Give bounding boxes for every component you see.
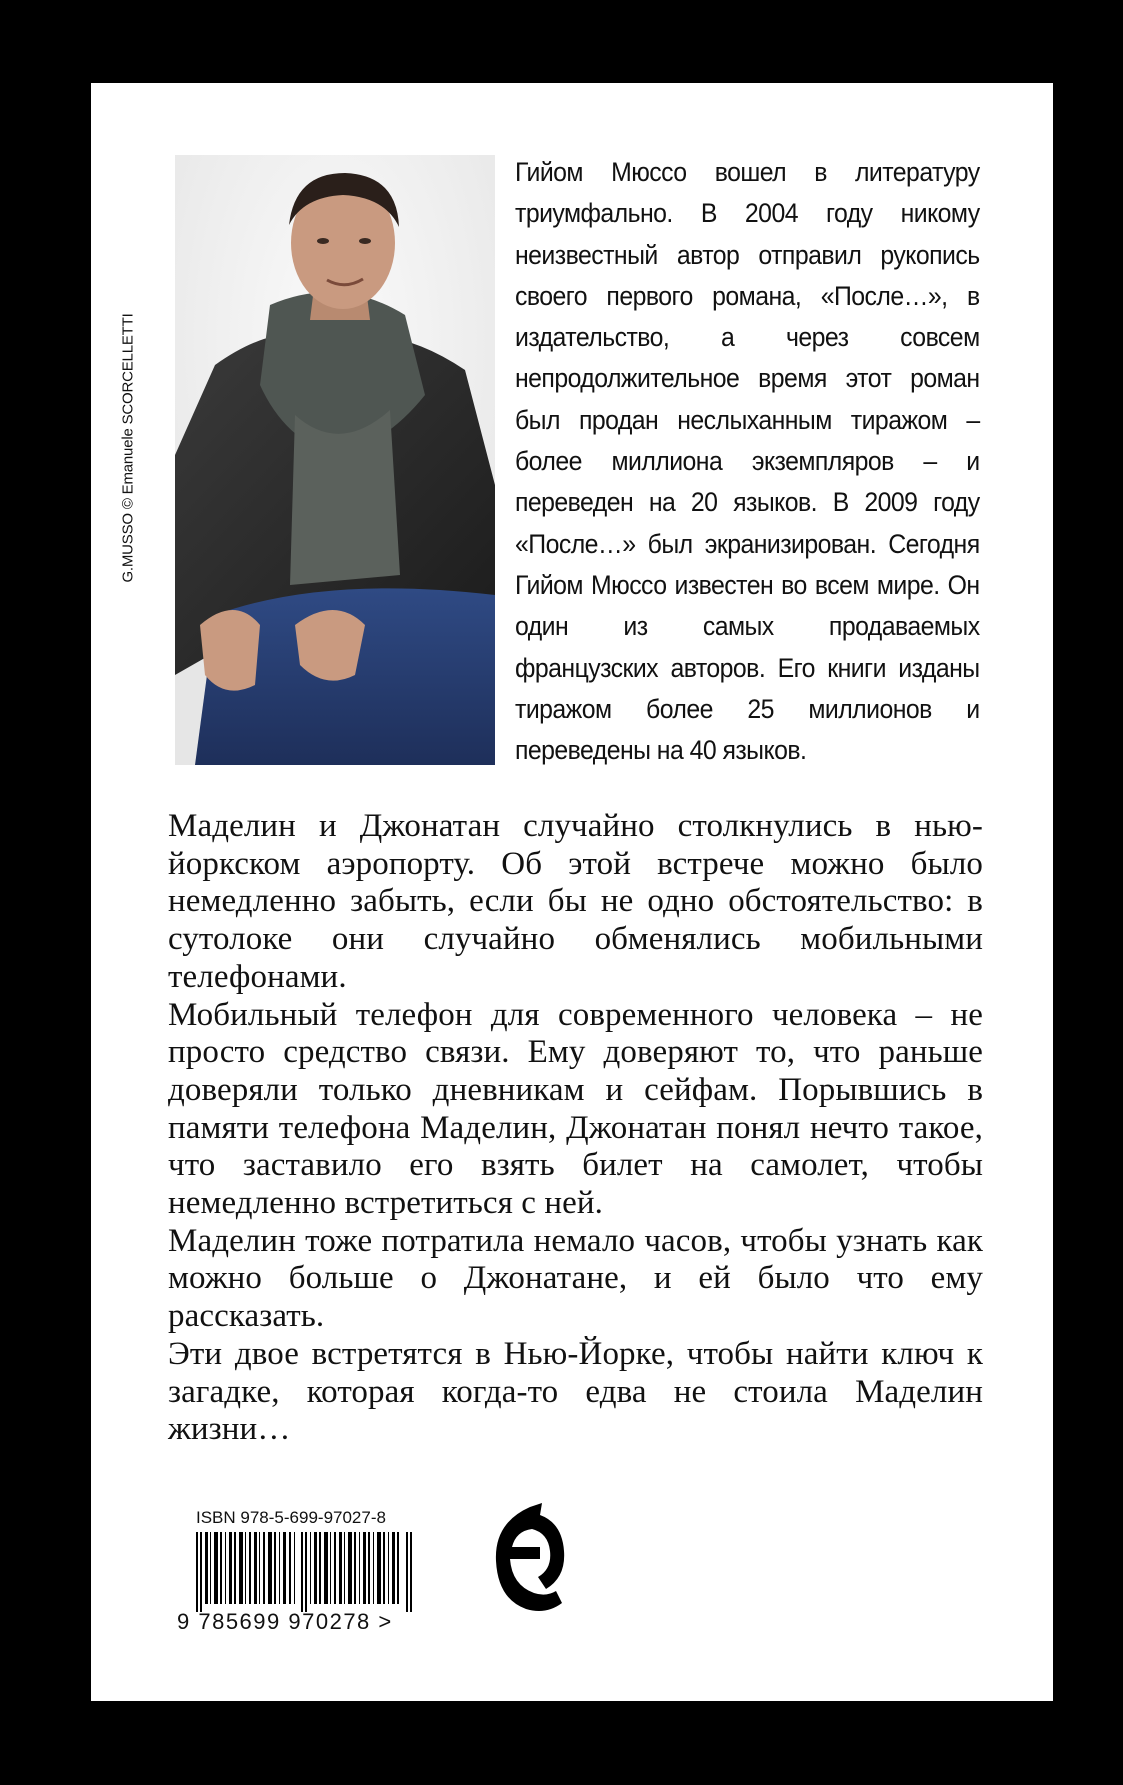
blurb-paragraph: Мобильный телефон для современного человека – не просто средство связи. Ему доверяют то, что раньше доверяли только дневникам и сейфам. Порывшись в памяти телефона Маделин, Джонатан понял нечто такое, что заставило его взять билет на самолет, чтобы немедленно встретиться с ней. [168, 996, 983, 1222]
author-bio: Гийом Мюссо вошел в литературу триумфально. В 2004 году никому неизвестный автор отправил рукопись своего первого романа, «После…», в издательство, а через совсем непродолжительное время этот роман был продан неслыханным тиражом – более миллиона экземпляров – и переведен на 20 языков. В 2009 году «После…» был экранизирован. Сегодня Гийом Мюссо известен во всем мире. Он один из самых продаваемых французских авторов. Его книги изданы тиражом более 25 миллионов и переведены на 40 языков. [515, 157, 980, 766]
book-blurb [168, 808, 983, 1449]
author-photo [175, 155, 495, 765]
isbn-label: ISBN 978-5-699-97027-8 [196, 1508, 386, 1527]
publisher-logo-icon [494, 1503, 566, 1621]
blurb-paragraph: Маделин и Джонатан случайно столкнулись в нью-йоркском аэропорту. Об этой встрече можно было немедленно забыть, если бы не одно обстоятельство: в сутолоке они случайно обменялись мобильными телефонами. [168, 808, 983, 995]
barcode-digits: 9 785699 970278 > [177, 1609, 393, 1634]
blurb-paragraph: Эти двое встретятся в Нью-Йорке, чтобы найти ключ к загадке, которая когда-то едва не стоила Маделин жизни… [168, 1335, 983, 1448]
photo-credit: G.MUSSO © Emanuele SCORCELLETTI [119, 313, 137, 583]
barcode-icon [196, 1532, 414, 1612]
blurb-paragraph: Маделин тоже потратила немало часов, чтобы узнать как можно больше о Джонатане, и ей было что ему рассказать. [168, 1222, 983, 1335]
